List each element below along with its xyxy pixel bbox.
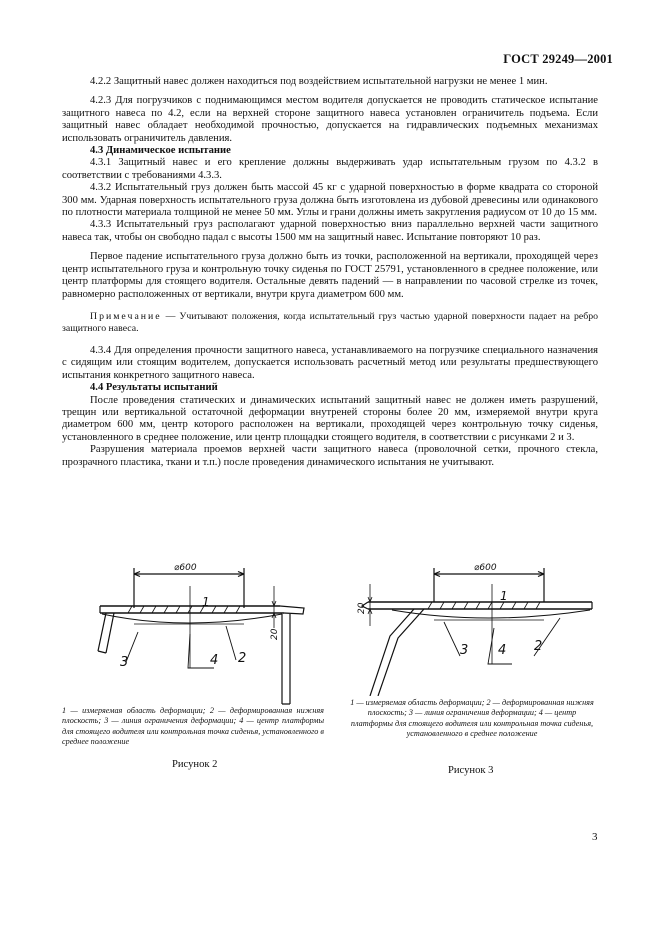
figure-2-label-4: 4 <box>210 653 219 668</box>
body-text <box>62 76 598 469</box>
paragraph-4-3-1: 4.3.1 Защитный навес и его крепление должны выдерживать удар испытательным грузом по 4.3.2 в соответствии с требованиями 4.3.3. <box>62 157 598 181</box>
figure-3-label-3: 3 <box>460 643 469 658</box>
figure-3-label-1: 1 <box>500 589 508 603</box>
page-number: 3 <box>592 831 598 843</box>
paragraph-4-3-4: 4.3.4 Для определения прочности защитного навеса, устанавливаемого на погрузчике специального назначения с сидящим или стоящим водителем, допускается использовать расчетный метод или результаты предшествующего испытания конкретного защитного навеса. <box>62 344 598 381</box>
figure-3-height-label: 20 <box>357 602 367 614</box>
figure-3-drawing <box>352 556 602 696</box>
paragraph-4-2-3: 4.2.3 Для погрузчиков с поднимающимся местом водителя допускается не проводить статическое испытание защитного навеса по 4.2, если на верхней стороне защитного навеса установлен ограничитель подъема. Если защитный навес обладает необходимой прочностью, допускается на гидравлических подъемных механизмах использовать ограничитель давления. <box>62 95 598 144</box>
figure-3-title: Рисунок 3 <box>448 765 494 776</box>
paragraph-4-3-2: 4.3.2 Испытательный груз должен быть массой 45 кг с ударной поверхностью в форме квадрата со стороной 300 мм. Ударная поверхность испытательного груза должна быть изготовлена из дубовой древесины или одинакового по плотности материала толщиной не менее 50 мм. Углы и грани должны иметь закругления радиусом от 10 до 15 мм. <box>62 182 598 219</box>
figure-2-label-3: 3 <box>120 655 129 670</box>
section-heading-4-3: 4.3 Динамическое испытание <box>90 145 231 157</box>
figure-3-diameter-label: ⌀600 <box>474 563 497 573</box>
paragraph-4-3-3: 4.3.3 Испытательный груз располагают ударной поверхностью вниз параллельно верхней части защитного навеса так, чтобы он свободно падал с высоты 1500 мм на защитный навес. Испытание повторяют 10 раз. <box>62 219 598 243</box>
figure-3-label-4: 4 <box>498 643 507 658</box>
paragraph-4-3-3-continued: Первое падение испытательного груза должно быть из точки, расположенной на вертикали, проходящей через центр испытательного груза и контрольную точку сиденья по ГОСТ 25791, установленного в среднее положение, или центр платформы для стоящего водителя. Остальные девять падений — в направлении по часовой стрелке из точек, равномерно расположенных от вертикали, внутри круга диаметром 600 мм. <box>62 251 598 300</box>
section-heading-4-4: 4.4 Результаты испытаний <box>90 382 218 394</box>
note-text: — Учитывают положения, когда испытательный груз частью ударной поверхности падает на ребро защитного навеса. <box>62 310 598 334</box>
figure-3-label-2: 2 <box>534 639 543 654</box>
figure-2-svg <box>92 556 342 706</box>
figure-2-height-label: 20 <box>270 628 280 640</box>
figure-2-label-1: 1 <box>202 595 210 609</box>
paragraph-4-4-b: Разрушения материала проемов верхней части защитного навеса (проволочной сетки, прочного стекла, прозрачного пластика, ткани и т.п.) после проведения динамического испытания не учитывают. <box>62 444 598 468</box>
standard-header: ГОСТ 29249—2001 <box>503 52 613 66</box>
figure-2-caption: 1 — измеряемая область деформации; 2 — деформированная нижняя плоскость; 3 — линия ограничения деформации; 4 — центр платформы для стоящего водителя или контрольная точка сиденья, установленного в среднее положение <box>62 706 324 747</box>
figure-2-drawing <box>92 556 342 706</box>
paragraph-4-2-2: 4.2.2 Защитный навес должен находиться под воздействием испытательной нагрузки не менее 1 мин. <box>90 76 548 87</box>
paragraph-4-4-a: После проведения статических и динамических испытаний защитный навес не должен иметь разрушений, трещин или вертикальной остаточной деформации внутреней стороны более 20 мм, измеряемой внутри круга диаметром 600 мм, центр которого расположен на вертикали, проходящей через контрольную точку сиденья, установленного в среднее положение, или центр площадки стоящего водителя, в соответствии с рисунками 2 и 3. <box>62 394 598 443</box>
figure-3-caption: 1 — измеряемая область деформации; 2 — деформированная нижняя плоскость; 3 — линия ограничения деформации; 4 — центр платформы для стоящего водителя или контрольная точка сиденья, установленного в среднее положение <box>350 698 594 739</box>
note <box>62 311 598 335</box>
figure-3-svg <box>352 556 602 696</box>
figure-2-diameter-label: ⌀600 <box>174 563 197 573</box>
note-label: Примечание <box>90 310 162 322</box>
figure-2-title: Рисунок 2 <box>172 759 218 770</box>
figure-2-label-2: 2 <box>238 651 247 666</box>
